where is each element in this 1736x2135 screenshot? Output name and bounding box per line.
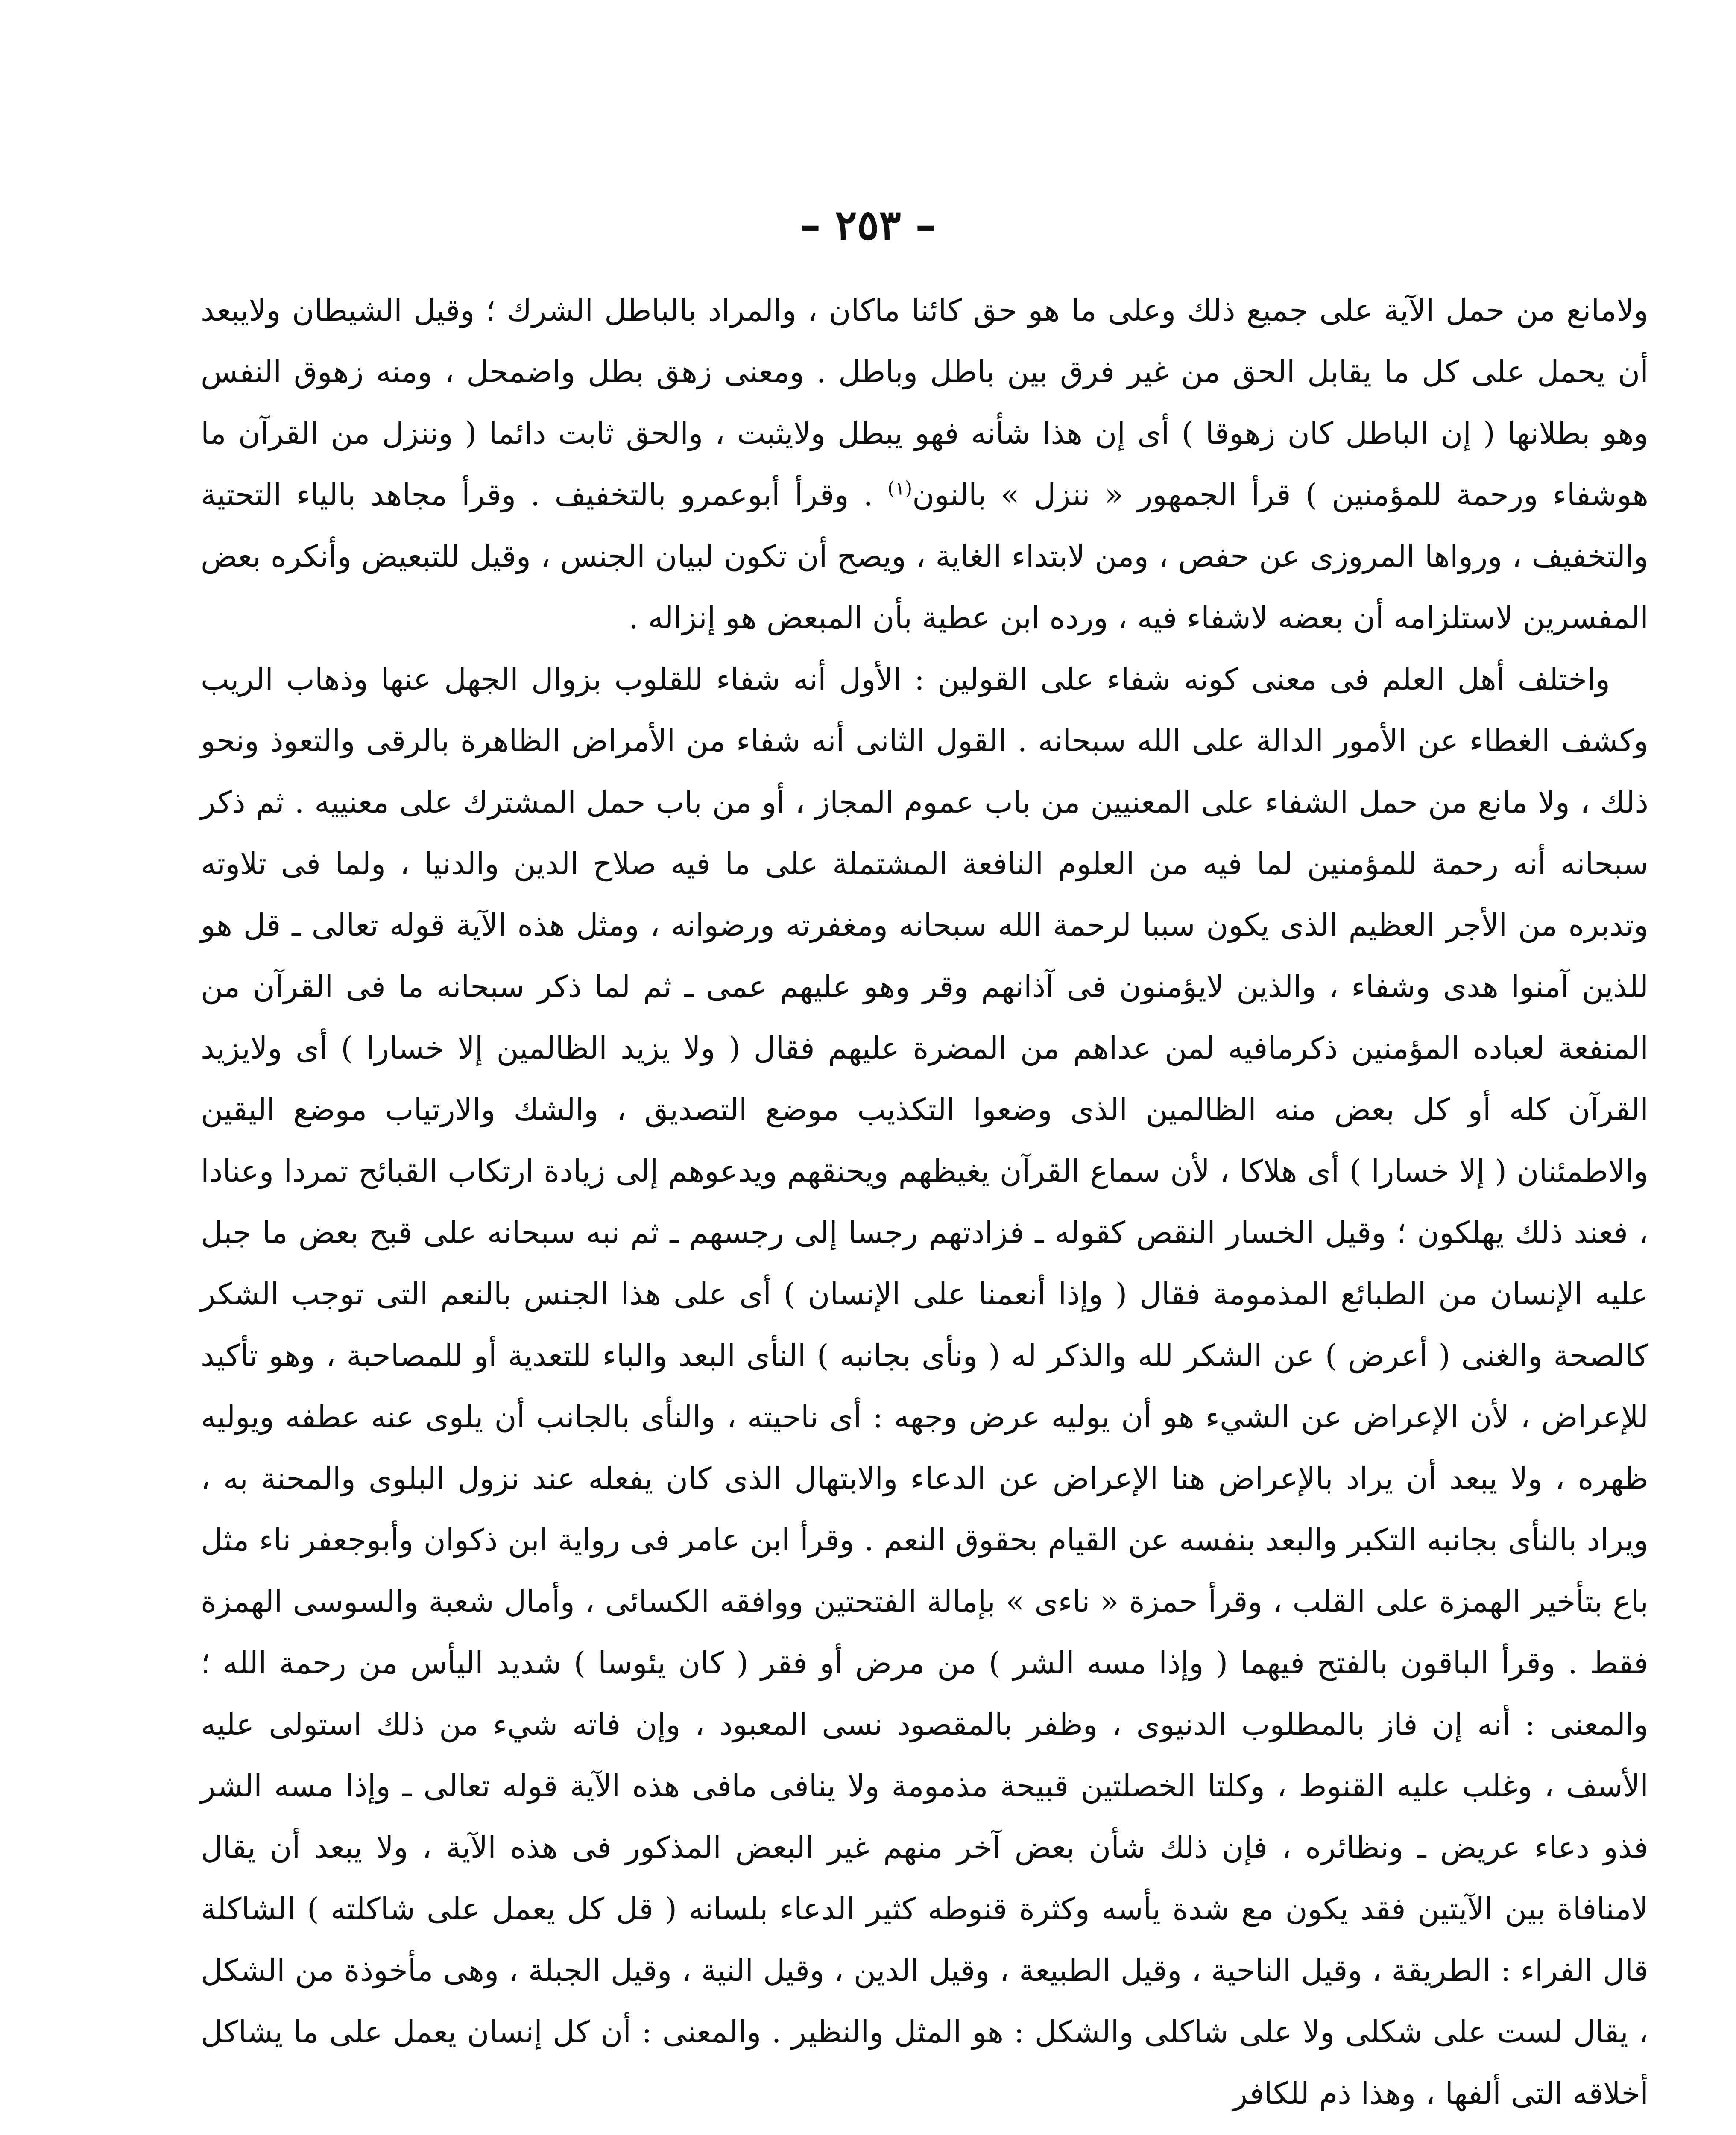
page-number: – ٢٥٣ –	[800, 201, 936, 249]
paragraph	[201, 280, 1648, 649]
paragraph-text: ولامانع من حمل الآية على جميع ذلك وعلى ما هو حق كائنا ماكان ، والمراد بالباطل الشرك ؛ وقيل الشيطان ولايبعد أن يحمل على كل ما يقابل الحق من غير فرق بين باطل وباطل . ومعنى زهق بطل واضمحل ، ومنه زهوق النفس وهو بطلانها ( إن الباطل كان زهوقا ) أى إن هذا شأنه فهو يبطل ولايثبت ، والحق ثابت دائما ( وننزل من القرآن ما هوشفاء ورحمة للمؤمنين ) قرأ الجمهور « ننزل » بالنون	[201, 292, 1648, 512]
paragraph: واختلف أهل العلم فى معنى كونه شفاء على القولين : الأول أنه شفاء للقلوب بزوال الجهل عنها وذهاب الريب وكشف الغطاء عن الأمور الدالة على الله سبحانه . القول الثانى أنه شفاء من الأمراض الظاهرة بالرقى والتعوذ ونحو ذلك ، ولا مانع من حمل الشفاء على المعنيين من باب عموم المجاز ، أو من باب حمل المشترك على معنييه . ثم ذكر سبحانه أنه رحمة للمؤمنين لما فيه من العلوم النافعة المشتملة على ما فيه صلاح الدين والدنيا ، ولما فى تلاوته وتدبره من الأجر العظيم الذى يكون سببا لرحمة الله سبحانه ومغفرته ورضوانه ، ومثل هذه الآية قوله تعالى ـ قل هو للذين آمنوا هدى وشفاء ، والذين لايؤمنون فى آذانهم وقر وهو عليهم عمى ـ ثم لما ذكر سبحانه ما فى القرآن من المنفعة لعباده المؤمنين ذكرمافيه لمن عداهم من المضرة عليهم فقال ( ولا يزيد الظالمين إلا خسارا ) أى ولايزيد القرآن كله أو كل بعض منه الظالمين الذى وضعوا التكذيب موضع التصديق ، والشك والارتياب موضع اليقين والاطمئنان ( إلا خسارا ) أى هلاكا ، لأن سماع القرآن يغيظهم ويحنقهم ويدعوهم إلى زيادة ارتكاب القبائح تمردا وعنادا ، فعند ذلك يهلكون ؛ وقيل الخسار النقص كقوله ـ فزادتهم رجسا إلى رجسهم ـ ثم نبه سبحانه على قبح بعض ما جبل عليه الإنسان من الطبائع المذمومة فقال ( وإذا أنعمنا على الإنسان ) أى على هذا الجنس بالنعم التى توجب الشكر كالصحة والغنى ( أعرض ) عن الشكر لله والذكر له ( ونأى بجانبه ) النأى البعد والباء للتعدية أو للمصاحبة ، وهو تأكيد للإعراض ، لأن الإعراض عن الشيء هو أن يوليه عرض وجهه : أى ناحيته ، والنأى بالجانب أن يلوى عنه عطفه ويوليه ظهره ، ولا يبعد أن يراد بالإعراض هنا الإعراض عن الدعاء والابتهال الذى كان يفعله عند نزول البلوى والمحنة به ، ويراد بالنأى بجانبه التكبر والبعد بنفسه عن القيام بحقوق النعم . وقرأ ابن عامر فى رواية ابن ذكوان وأبوجعفر ناء مثل باع بتأخير الهمزة على القلب ، وقرأ حمزة « ناءى » بإمالة الفتحتين ووافقه الكسائى ، وأمال شعبة والسوسى الهمزة فقط . وقرأ الباقون بالفتح فيهما ( وإذا مسه الشر ) من مرض أو فقر ( كان يئوسا ) شديد اليأس من رحمة الله ؛ والمعنى : أنه إن فاز بالمطلوب الدنيوى ، وظفر بالمقصود نسى المعبود ، وإن فاته شيء من ذلك استولى عليه الأسف ، وغلب عليه القنوط ، وكلتا الخصلتين قبيحة مذمومة ولا ينافى مافى هذه الآية قوله تعالى ـ وإذا مسه الشر فذو دعاء عريض ـ ونظائره ، فإن ذلك شأن بعض آخر منهم غير البعض المذكور فى هذه الآية ، ولا يبعد أن يقال لامنافاة بين الآيتين فقد يكون مع شدة يأسه وكثرة قنوطه كثير الدعاء بلسانه ( قل كل يعمل على شاكلته ) الشاكلة قال الفراء : الطريقة ، وقيل الناحية ، وقيل الطبيعة ، وقيل الدين ، وقيل النية ، وقيل الجبلة ، وهى مأخوذة من الشكل ، يقال لست على شكلى ولا على شاكلى والشكل : هو المثل والنظير . والمعنى : أن كل إنسان يعمل على ما يشاكل أخلاقه التى ألفها ، وهذا ذم للكافر	[201, 661, 1648, 2111]
paragraph-text-continued: . وقرأ أبوعمرو بالتخفيف . وقرأ مجاهد بالياء التحتية والتخفيف ، ورواها المروزى عن حفص ، ومن لابتداء الغاية ، ويصح أن تكون لبيان الجنس ، وقيل للتبعيض وأنكره بعض المفسرين لاستلزامه أن بعضه لاشفاء فيه ، ورده ابن عطية بأن المبعض هو إنزاله .	[201, 477, 1648, 635]
footnote-marker[interactable]: (١)	[887, 477, 913, 500]
main-text	[201, 280, 1648, 2124]
